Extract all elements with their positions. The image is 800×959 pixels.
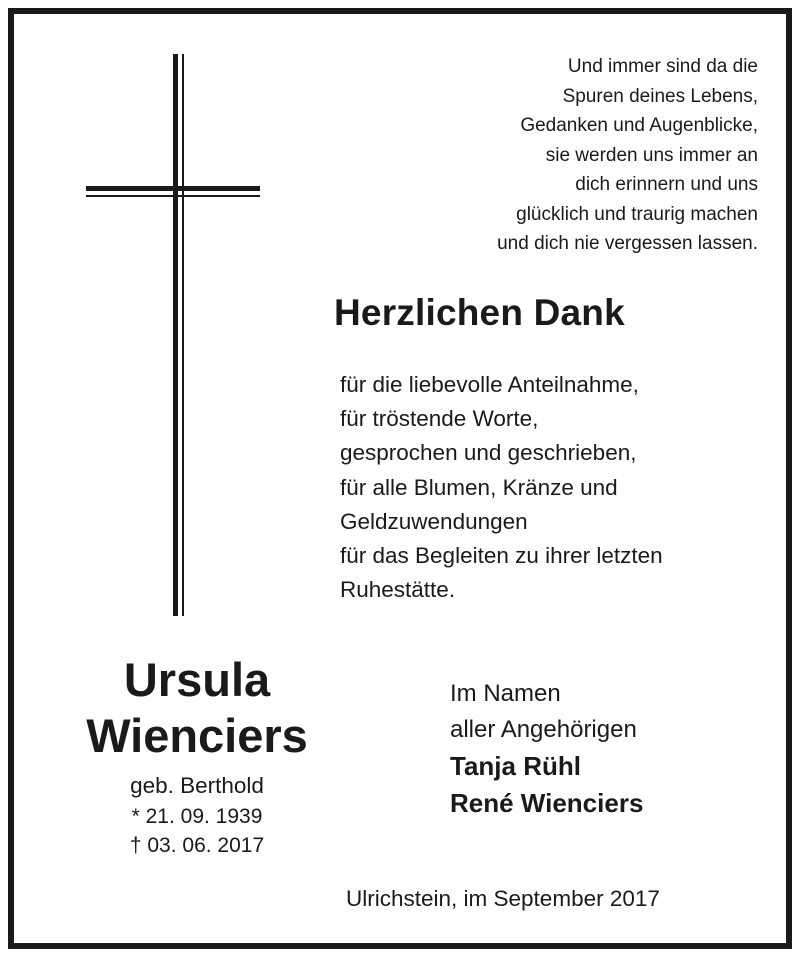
thanks-text — [340, 368, 760, 607]
poem-line: glücklich und traurig machen — [516, 203, 758, 225]
thanks-title: Herzlichen Dank — [334, 292, 625, 333]
notice-content — [14, 14, 786, 943]
death-date: † 03. 06. 2017 — [129, 834, 265, 857]
signers-intro: Im Namen — [450, 680, 561, 707]
poem-line: und dich nie vergessen lassen. — [497, 233, 758, 254]
poem-line: Und immer sind da die — [567, 56, 758, 77]
cross-icon — [86, 54, 260, 616]
birth-date: * 21. 09. 1939 — [131, 805, 263, 828]
poem-line: Gedanken und Augenblicke, — [520, 115, 758, 136]
thanks-line: für die liebevolle Anteilnahme, — [340, 372, 639, 397]
poem-line: sie werden uns immer an — [545, 144, 758, 166]
thanks-line: für alle Blumen, Kränze und — [340, 474, 618, 500]
signers-intro: aller Angehörigen — [450, 716, 637, 743]
thanks-line: Ruhestätte. — [340, 577, 456, 603]
notice-frame — [8, 8, 792, 949]
thanks-line: Geldzuwendungen — [340, 508, 528, 534]
signer-name: René Wienciers — [450, 788, 644, 818]
birth-name: geb. Berthold — [130, 773, 264, 798]
poem — [378, 52, 758, 259]
thanks-line: für das Begleiten zu ihrer letzten — [340, 543, 663, 569]
deceased-last-name: Wienciers — [86, 709, 308, 762]
deceased-block — [44, 652, 350, 860]
deceased-first-name: Ursula — [123, 653, 271, 706]
thanks-line: für tröstende Worte, — [340, 406, 539, 432]
poem-line: Spuren deines Lebens, — [562, 85, 758, 107]
poem-line: dich erinnern und uns — [575, 174, 758, 195]
place-date: Ulrichstein, im September 2017 — [346, 886, 660, 911]
thanks-line: gesprochen und geschrieben, — [340, 440, 637, 466]
signer-name: Tanja Rühl — [450, 751, 581, 781]
signers-block — [450, 676, 770, 822]
